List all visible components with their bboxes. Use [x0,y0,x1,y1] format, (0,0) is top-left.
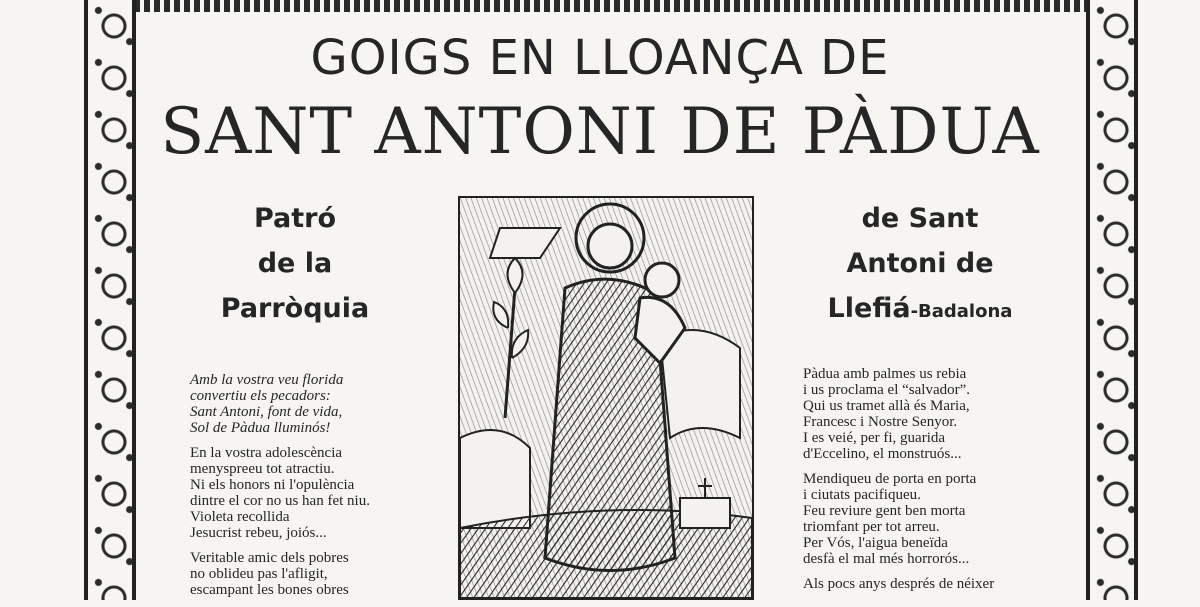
stanza [803,471,1063,567]
stanza [803,576,1063,592]
subtitle-right-city: -Badalona [910,301,1013,322]
subtitle-left-line: Parròquia [220,293,370,324]
verse-line: escampant les bones obres [190,582,349,598]
verse-line: Sol de Pàdua lluminós! [190,420,331,436]
subtitle-right-line: de Sant [861,203,979,234]
verse-line: I es veié, per fi, guarida [803,430,946,446]
verse-line: desfà el mal més horrorós... [803,551,970,567]
verse-line: i us proclama el “salvador”. [803,382,971,398]
cloud-shape [460,430,530,528]
left-ornamental-border [84,0,136,600]
subtitle-right [790,196,1050,334]
subtitle-left [190,196,400,331]
verse-line: Ni els honors ni l'opulència [190,477,355,493]
saint-woodcut-illustration [458,196,754,600]
verse-line: Per Vós, l'aigua beneïda [803,535,948,551]
subtitle-left-line: de la [257,248,333,279]
verse-line: Sant Antoni, font de vida, [190,404,343,420]
right-ornamental-border [1086,0,1138,600]
child-head [645,263,679,297]
verse-line: Amb la vostra veu florida [190,372,344,388]
subtitle-left-line: Patró [253,203,337,234]
subtitle-right-line [790,286,1050,334]
stanza [190,550,430,598]
stanza [803,366,1063,462]
verse-line: convertiu els pecadors: [190,388,331,404]
title-line-2: SANT ANTONI DE PÀDUA [160,95,1040,169]
verse-line: Jesucrist rebeu, joiós... [190,525,327,541]
subtitle-right-line: Antoni de [846,248,994,279]
title-line-1: GOIGS EN LLOANÇA DE [310,30,890,86]
verse-line: triomfant per tot arreu. [803,519,940,535]
top-ornamental-border [84,0,1138,12]
verse-line: En la vostra adolescència [190,445,343,461]
woodcut-drawing [460,198,752,598]
verse-line: Qui us tramet allà és Maria, [803,398,970,414]
verse-line: d'Eccelino, el monstruós... [803,446,962,462]
verses-right-column [803,366,1063,601]
verses-left-column [190,372,430,607]
verse-line: Veritable amic dels pobres [190,550,349,566]
verse-line: Pàdua amb palmes us rebia [803,366,967,382]
verse-line: Als pocs anys després de néixer [803,576,995,592]
verse-line: i ciutats pacifiqueu. [803,487,921,503]
verse-line: Violeta recollida [190,509,290,525]
verse-line: Feu reviure gent ben morta [803,503,966,519]
stanza [190,372,430,436]
stanza [190,445,430,541]
verse-line: no oblideu pas l'afligit, [190,566,328,582]
verse-line: Mendiqueu de porta en porta [803,471,977,487]
saint-head [588,224,632,268]
verse-line: dintre el cor no us han fet niu. [190,493,370,509]
verse-line: Francesc i Nostre Senyor. [803,414,958,430]
subtitle-right-place: Llefiá [827,293,911,324]
verse-line: menyspreeu tot atractiu. [190,461,335,477]
